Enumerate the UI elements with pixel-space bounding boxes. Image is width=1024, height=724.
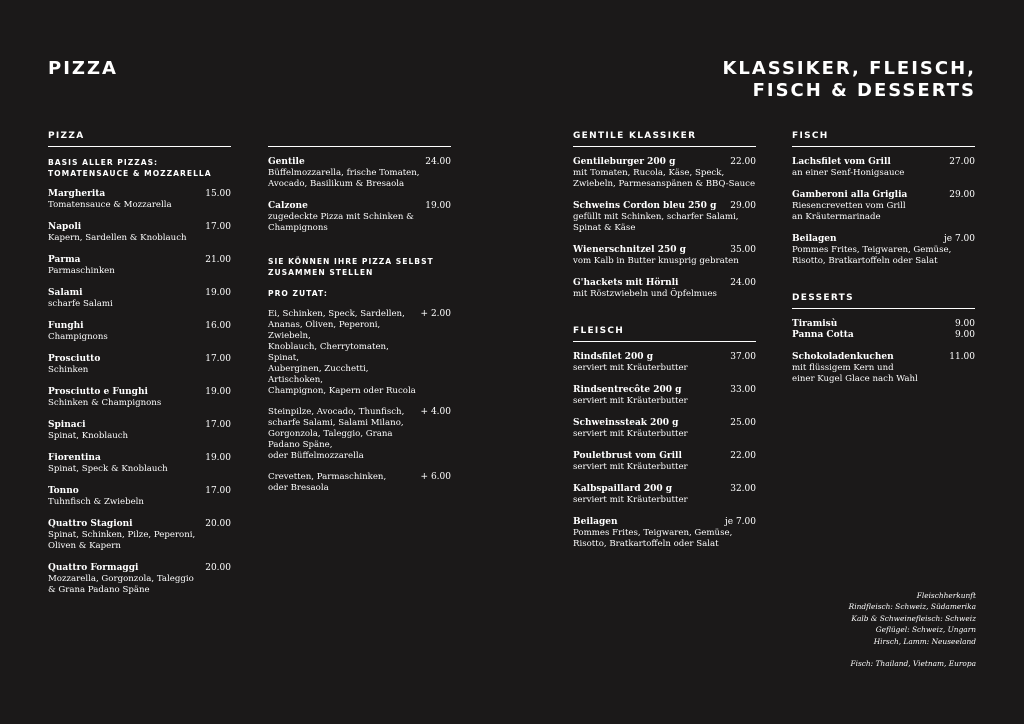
menu-item-description: Pommes Frites, Teigwaren, Gemüse, (792, 245, 952, 255)
topping-line: Knoblauch, Cherrytomaten, Spinat, (268, 342, 389, 363)
topping-price: + 2.00 (420, 309, 451, 319)
menu-item-description: Parmaschinken (48, 266, 115, 276)
menu-item-name: Schweinssteak 200 g (573, 418, 679, 428)
menu-item-price: 19.00 (205, 453, 231, 463)
menu-item (573, 201, 756, 234)
menu-item (573, 278, 756, 300)
topping-line: Auberginen, Zucchetti, Artischoken, (268, 364, 369, 385)
menu-item-price: 9.00 (954, 330, 975, 340)
pizza-list (48, 189, 231, 596)
menu-item-price: 21.00 (205, 255, 231, 265)
menu-item-price: 20.00 (205, 519, 231, 529)
origin-line: Fleischherkunft (916, 591, 976, 600)
topping-group (268, 472, 451, 494)
menu-item-description: an einer Senf-Honigsauce (792, 168, 905, 178)
section-heading-fisch: FISCH (792, 131, 975, 147)
menu-item-price: 22.00 (730, 157, 756, 167)
fisch-list (792, 157, 975, 267)
menu-item-name: G'hackets mit Hörnli (573, 278, 679, 288)
origin-line: Geflügel: Schweiz, Ungarn (875, 625, 976, 635)
desserts-list (792, 352, 975, 385)
menu-item-price: 20.00 (205, 563, 231, 573)
menu-item (573, 352, 756, 374)
menu-item-row (48, 453, 231, 464)
menu-item-description: Avocado, Basilikum & Bresaola (268, 179, 405, 189)
menu-item-price: 27.00 (949, 157, 975, 167)
menu-item-row (573, 245, 756, 256)
note-line: BASIS ALLER PIZZAS: (48, 158, 159, 167)
menu-item-name: Rindsentrecôte 200 g (573, 385, 682, 395)
menu-item-description: Riesencrevetten vom Grill (792, 201, 906, 211)
menu-item-description: Tomatensauce & Mozzarella (48, 200, 172, 210)
menu-item-description: Pommes Frites, Teigwaren, Gemüse, (573, 528, 733, 538)
menu-item (573, 517, 756, 550)
menu-item-name: Wienerschnitzel 250 g (573, 245, 686, 255)
note-line: ZUSAMMEN STELLEN (268, 268, 374, 277)
section-heading-klassiker: GENTILE KLASSIKER (573, 131, 756, 147)
menu-item-row (792, 190, 975, 201)
menu-item-description: Büffelmozzarella, frische Tomaten, (268, 168, 420, 178)
topping-line: Gorgonzola, Taleggio, Grana Padano Späne, (268, 429, 393, 450)
menu-item-name: Napoli (48, 222, 82, 232)
menu-item-description: Spinat, Knoblauch (48, 431, 129, 441)
menu-item-description: Spinat, Speck & Knoblauch (48, 464, 168, 474)
page-title-line: FISCH & DESSERTS (752, 80, 976, 101)
menu-item-row (573, 201, 756, 212)
menu-item-price: 15.00 (205, 189, 231, 199)
menu-item-price: 22.00 (730, 451, 756, 461)
menu-item-price: 17.00 (205, 420, 231, 430)
menu-item (48, 255, 231, 277)
section-heading-pizza: PIZZA (48, 131, 231, 147)
topping-description (268, 309, 418, 397)
topping-group (268, 309, 451, 397)
topping-line: Crevetten, Parmaschinken, (268, 472, 387, 482)
menu-item (573, 418, 756, 440)
topping-description (268, 407, 418, 462)
menu-item-price: 37.00 (730, 352, 756, 362)
menu-item (792, 190, 975, 223)
topping-price: + 6.00 (420, 472, 451, 482)
pizza-specials-list (268, 157, 451, 234)
section-heading-fleisch: FLEISCH (573, 326, 756, 342)
menu-item-name: Gentile (268, 157, 305, 167)
menu-item-price: 19.00 (425, 201, 451, 211)
menu-item (573, 245, 756, 267)
menu-item-row (48, 321, 231, 332)
fisch-column (792, 131, 975, 396)
topping-line: Ei, Schinken, Speck, Sardellen, (268, 309, 405, 319)
menu-item-description: Risotto, Bratkartoffeln oder Salat (792, 256, 938, 266)
menu-item-name: Spinaci (48, 420, 86, 430)
menu-item-name: Funghi (48, 321, 84, 331)
menu-item-price: 19.00 (205, 288, 231, 298)
menu-item-name: Tonno (48, 486, 79, 496)
menu-item-description: mit Röstzwiebeln und Öpfelmues (573, 289, 717, 299)
menu-item-row (792, 234, 975, 245)
menu-item-row (48, 387, 231, 398)
custom-pizza-note (268, 256, 451, 278)
topping-line: scharfe Salami, Salami Milano, (268, 418, 404, 428)
menu-item-price: 25.00 (730, 418, 756, 428)
menu-item-row (573, 385, 756, 396)
topping-line: Champignon, Kapern oder Rucola (268, 386, 416, 396)
menu-item-row (48, 222, 231, 233)
menu-item-description: an Kräutermarinade (792, 212, 881, 222)
menu-item-description: Zwiebeln, Parmesanspänen & BBQ-Sauce (573, 179, 756, 189)
menu-item-price: 32.00 (730, 484, 756, 494)
menu-item (573, 451, 756, 473)
fleisch-list (573, 352, 756, 550)
menu-item-row (573, 278, 756, 289)
menu-item (268, 157, 451, 190)
menu-item (48, 486, 231, 508)
menu-item-description: Tuhnfisch & Zwiebeln (48, 497, 144, 507)
menu-item (792, 352, 975, 385)
menu-item-name: Kalbspaillard 200 g (573, 484, 673, 494)
menu-item-name: Calzone (268, 201, 308, 211)
topping-line: Steinpilze, Avocado, Thunfisch, (268, 407, 405, 417)
menu-item-row (48, 486, 231, 497)
menu-item-price: je 7.00 (724, 517, 756, 527)
menu-item-description: Champignons (48, 332, 108, 342)
menu-item-name: Rindsfilet 200 g (573, 352, 653, 362)
menu-item-description: Mozzarella, Gorgonzola, Taleggio (48, 574, 194, 584)
menu-item-description: Oliven & Kapern (48, 541, 121, 551)
menu-item (268, 201, 451, 234)
origin-line: Rindfleisch: Schweiz, Südamerika (848, 602, 976, 612)
menu-item-price: 24.00 (730, 278, 756, 288)
menu-item-description: mit Tomaten, Rucola, Käse, Speck, (573, 168, 725, 178)
menu-item-price: 17.00 (205, 354, 231, 364)
menu-item-price: 35.00 (730, 245, 756, 255)
menu-item-name: Margherita (48, 189, 106, 199)
menu-item (573, 157, 756, 190)
menu-item-price: 19.00 (205, 387, 231, 397)
menu-item-row (573, 484, 756, 495)
menu-item-name: Schweins Cordon bleu 250 g (573, 201, 717, 211)
menu-item-price: 17.00 (205, 222, 231, 232)
pizza-base-note (48, 157, 231, 179)
menu-item-row (573, 157, 756, 168)
menu-item-price: 29.00 (949, 190, 975, 200)
topping-line: Ananas, Oliven, Peperoni, Zwiebeln, (268, 320, 381, 341)
note-line: TOMATENSAUCE & MOZZARELLA (48, 169, 212, 178)
menu-item-price: 24.00 (425, 157, 451, 167)
menu-item-price: 9.00 (954, 319, 975, 329)
menu-item-name: Gentileburger 200 g (573, 157, 676, 167)
topping-group (268, 407, 451, 462)
menu-item-description: vom Kalb in Butter knusprig gebraten (573, 256, 739, 266)
menu-item-description: zugedeckte Pizza mit Schinken & Champignons (268, 212, 414, 233)
menu-item (48, 222, 231, 244)
toppings-list (268, 309, 451, 494)
menu-item (48, 387, 231, 409)
menu-item-description: serviert mit Kräuterbutter (573, 429, 688, 439)
menu-item-description: Schinken (48, 365, 89, 375)
menu-item-row (792, 157, 975, 168)
klassiker-list (573, 157, 756, 300)
desserts-simple-list (792, 319, 975, 341)
menu-item-name: Beilagen (792, 234, 837, 244)
menu-item-row (573, 352, 756, 363)
page-title-pizza: PIZZA (48, 58, 118, 79)
note-line: SIE KÖNNEN IHRE PIZZA SELBST (268, 257, 434, 266)
menu-item-price: 16.00 (205, 321, 231, 331)
menu-item-name: Pouletbrust vom Grill (573, 451, 682, 461)
menu-item-row (48, 563, 231, 574)
menu-item-row (792, 352, 975, 363)
menu-item-description: einer Kugel Glace nach Wahl (792, 374, 918, 384)
topping-line: oder Bresaola (268, 483, 329, 493)
menu-item-name: Quattro Formaggi (48, 563, 139, 573)
menu-item-price: 11.00 (949, 352, 975, 362)
menu-item-description: gefüllt mit Schinken, scharfer Salami, (573, 212, 739, 222)
fish-origin-line: Fisch: Thailand, Vietnam, Europa (850, 659, 976, 669)
menu-item-row (573, 517, 756, 528)
menu-item-name: Schokoladenkuchen (792, 352, 894, 362)
menu-item-price: 33.00 (730, 385, 756, 395)
menu-item-row (48, 255, 231, 266)
menu-item-name: Gamberoni alla Griglia (792, 190, 908, 200)
menu-item (792, 234, 975, 267)
menu-item-description: mit flüssigem Kern und (792, 363, 894, 373)
topping-line: oder Büffelmozzarella (268, 451, 364, 461)
menu-item-description: Spinat, Schinken, Pilze, Peperoni, (48, 530, 196, 540)
origin-line: Kalb & Schweinefleisch: Schweiz (851, 613, 976, 623)
meat-origin-note (849, 590, 976, 669)
menu-item-row (268, 201, 451, 212)
pizza-extras-column (268, 131, 451, 504)
page-title-line: KLASSIKER, FLEISCH, (722, 58, 976, 79)
menu-item-price: 29.00 (730, 201, 756, 211)
page-title-right (722, 58, 976, 102)
menu-item (48, 189, 231, 211)
origin-line: Hirsch, Lamm: Neuseeland (873, 636, 976, 646)
menu-item-row (48, 189, 231, 200)
section-divider (268, 131, 451, 147)
menu-item (48, 453, 231, 475)
menu-item (573, 385, 756, 407)
topping-price: + 4.00 (420, 407, 451, 417)
menu-item (48, 420, 231, 442)
menu-item-name: Panna Cotta (792, 330, 854, 340)
menu-item-name: Tiramisù (792, 319, 838, 329)
menu-item-row (48, 354, 231, 365)
menu-item (48, 288, 231, 310)
menu-item-name: Quattro Stagioni (48, 519, 133, 529)
menu-item-description: serviert mit Kräuterbutter (573, 396, 688, 406)
menu-item-row (48, 420, 231, 431)
menu-item (792, 157, 975, 179)
dessert-item (792, 319, 975, 330)
menu-item-description: Risotto, Bratkartoffeln oder Salat (573, 539, 719, 549)
menu-item-description: Spinat & Käse (573, 223, 636, 233)
menu-item-name: Salami (48, 288, 83, 298)
menu-item-name: Prosciutto (48, 354, 101, 364)
pizza-column (48, 131, 231, 607)
menu-item (48, 354, 231, 376)
topping-description (268, 472, 418, 494)
menu-item (48, 321, 231, 343)
menu-item (573, 484, 756, 506)
menu-item-row (48, 519, 231, 530)
menu-item-description: & Grana Padano Späne (48, 585, 150, 595)
section-heading-desserts: DESSERTS (792, 293, 975, 309)
menu-item-row (268, 157, 451, 168)
menu-item-name: Lachsfilet vom Grill (792, 157, 891, 167)
dessert-item (792, 330, 975, 341)
menu-item-description: scharfe Salami (48, 299, 113, 309)
menu-item-description: Schinken & Champignons (48, 398, 162, 408)
menu-item-description: serviert mit Kräuterbutter (573, 462, 688, 472)
per-topping-label: PRO ZUTAT: (268, 289, 328, 298)
menu-item-name: Beilagen (573, 517, 618, 527)
menu-item-description: serviert mit Kräuterbutter (573, 495, 688, 505)
menu-item-price: 17.00 (205, 486, 231, 496)
menu-item-name: Prosciutto e Funghi (48, 387, 148, 397)
menu-item-row (48, 288, 231, 299)
menu-item-price: je 7.00 (943, 234, 975, 244)
menu-item-row (573, 418, 756, 429)
menu-item-row (573, 451, 756, 462)
menu-item (48, 519, 231, 552)
menu-item-description: serviert mit Kräuterbutter (573, 363, 688, 373)
menu-item-description: Kapern, Sardellen & Knoblauch (48, 233, 187, 243)
menu-item-name: Fiorentina (48, 453, 101, 463)
menu-item-name: Parma (48, 255, 81, 265)
klassiker-column (573, 131, 756, 561)
menu-item (48, 563, 231, 596)
